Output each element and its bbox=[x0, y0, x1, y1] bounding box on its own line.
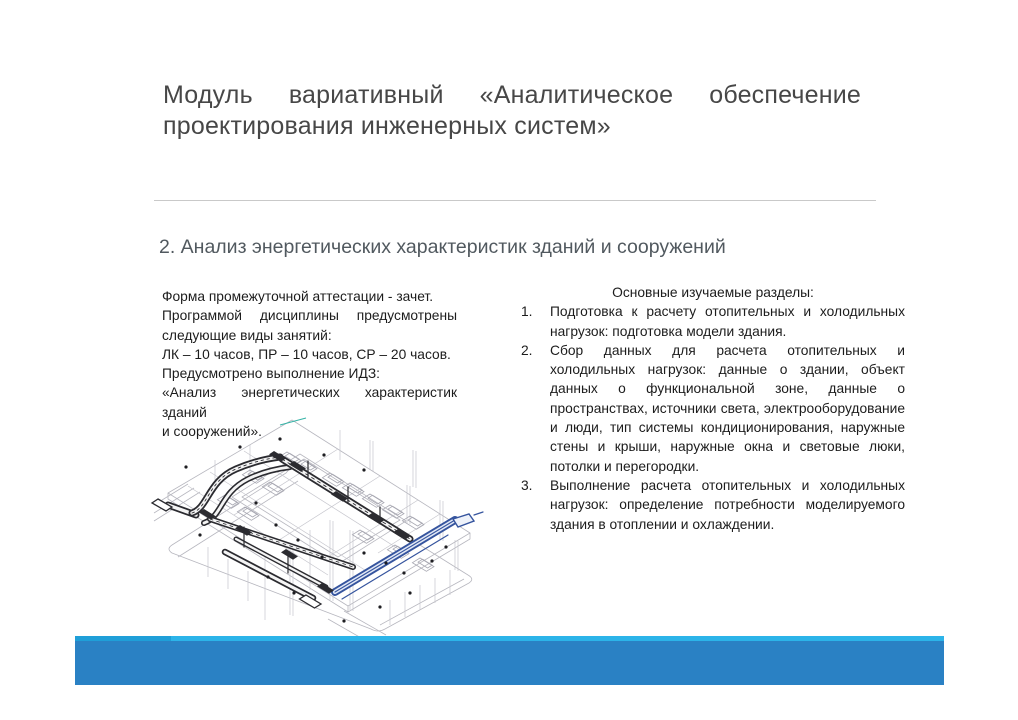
course-info-line: Программой дисциплины предусмотрены bbox=[162, 308, 457, 324]
teal-accent-line bbox=[280, 418, 306, 425]
list-item bbox=[521, 341, 905, 476]
fitting-dots bbox=[184, 437, 447, 622]
slide-title bbox=[163, 80, 861, 142]
course-info-line: ЛК – 10 часов, ПР – 10 часов, СР – 20 часов. bbox=[162, 346, 451, 362]
duct-network bbox=[168, 457, 410, 598]
list-item-number: 2. bbox=[521, 342, 533, 358]
course-info-line: «Анализ энергетических характеристик зданий bbox=[162, 385, 457, 420]
course-info-line: следующие виды занятий: bbox=[162, 327, 332, 343]
list-item-text: Выполнение расчета отопительных и холодильных нагрузок: определение потребности моделируемого здания в отоплении и охлаждении. bbox=[550, 477, 905, 532]
list-item bbox=[521, 476, 905, 534]
building-hvac-isometric-figure bbox=[148, 407, 512, 645]
bottom-bar-body bbox=[75, 641, 944, 685]
title-divider-line bbox=[154, 200, 876, 201]
course-info-line: Предусмотрено выполнение ИДЗ: bbox=[162, 366, 380, 382]
list-item-text: Сбор данных для расчета отопительных и холодильных нагрузок: данные о здании, объект данных о функциональной зоне, данные о пространствах, источники света, электрооборудование и люди, тип системы кондиционирования, наружные стены и крыши, наружные окна и световые люки, потолки и перегородки. bbox=[550, 342, 905, 474]
building-hvac-isometric-drawing bbox=[148, 407, 512, 645]
list-item-text: Подготовка к расчету отопительных и холодильных нагрузок: подготовка модели здания. bbox=[550, 304, 905, 339]
bottom-accent-bar bbox=[75, 636, 944, 685]
slide-title-line-1: Модуль вариативный «Аналитическое обеспечение bbox=[163, 81, 861, 109]
course-info-line: Форма промежуточной аттестации - зачет. bbox=[162, 289, 434, 304]
list-item-number: 3. bbox=[521, 477, 533, 493]
slide-title-line-2: проектирования инженерных систем» bbox=[163, 112, 611, 140]
list-item-number: 1. bbox=[521, 304, 533, 320]
course-info-line: и сооружений». bbox=[162, 424, 262, 440]
list-item bbox=[521, 302, 905, 341]
section-heading: 2. Анализ энергетических характеристик зданий и сооружений bbox=[159, 236, 726, 258]
studied-sections-block bbox=[521, 283, 905, 534]
studied-sections-heading: Основные изучаемые разделы: bbox=[612, 285, 814, 300]
